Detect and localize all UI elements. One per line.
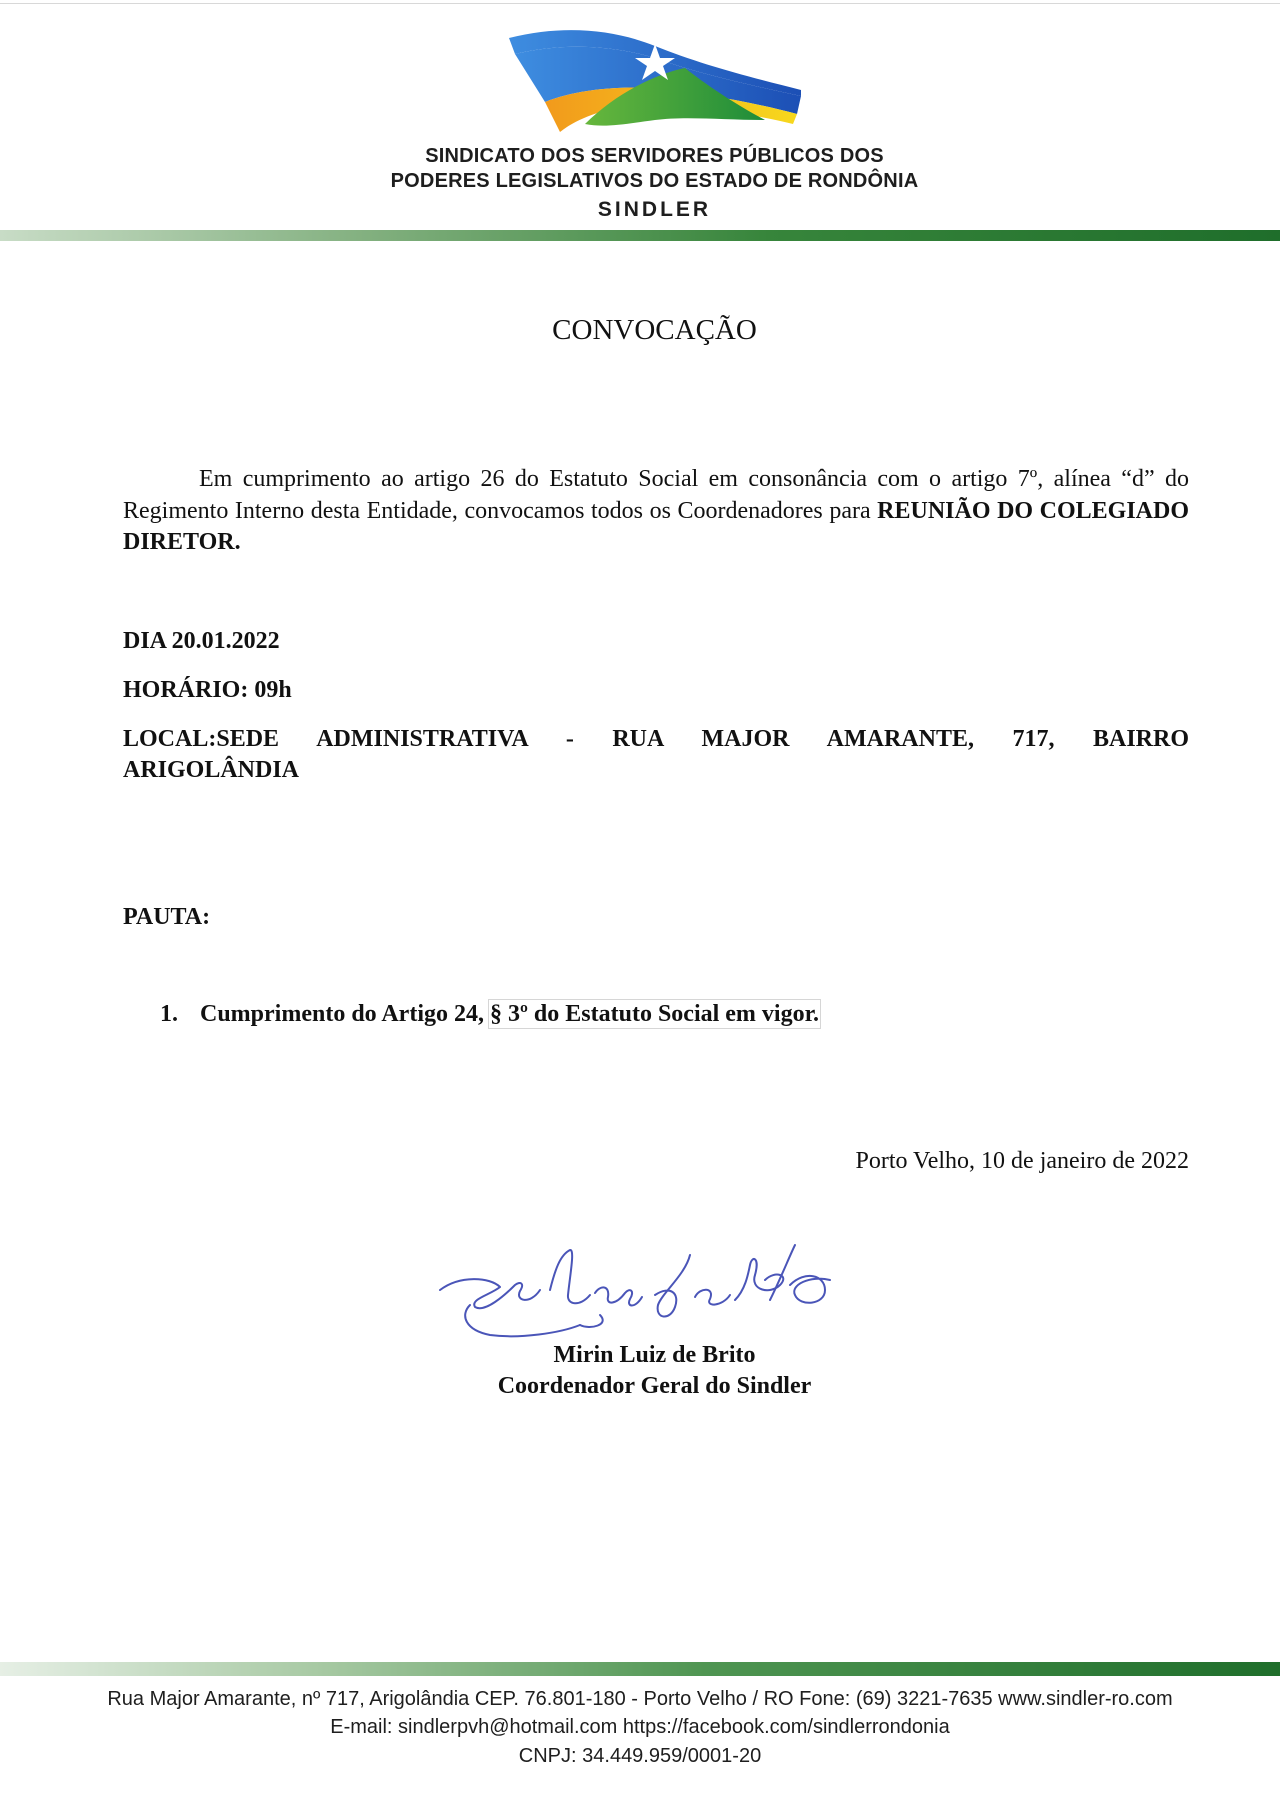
convocation-paragraph [123, 464, 1189, 559]
paragraph-text: Em cumprimento ao artigo 26 do Estatuto Social em consonância com o artigo 7º, alínea “d” do Regimento Interno desta Entidade, convocamos todos os Coordenadores para [123, 466, 1189, 524]
meeting-location: LOCAL:SEDE ADMINISTRATIVA - RUA MAJOR AMARANTE, 717, BAIRRO [123, 726, 1189, 752]
header-green-band [0, 230, 1280, 241]
union-name-line2: PODERES LEGISLATIVOS DO ESTADO DE RONDÔNIA [390, 170, 919, 192]
union-acronym: SINDLER [597, 198, 712, 221]
meeting-location-line2: ARIGOLÂNDIA [123, 757, 300, 783]
footer-green-band [0, 1662, 1280, 1676]
meeting-date: DIA 20.01.2022 [123, 628, 280, 654]
document-title: CONVOCAÇÃO [552, 314, 757, 346]
signer-name: Mirin Luiz de Brito [553, 1342, 756, 1368]
agenda-item-text: Cumprimento do Artigo 24, [200, 1001, 490, 1027]
union-name-line1: SINDICATO DOS SERVIDORES PÚBLICOS DOS [425, 145, 884, 167]
signer-role: Coordenador Geral do Sindler [497, 1373, 812, 1399]
rondonia-flag-logo [505, 24, 805, 144]
footer-contact: E-mail: sindlerpvh@hotmail.com https://facebook.com/sindlerrondonia [330, 1716, 950, 1738]
agenda-item [160, 1001, 819, 1028]
top-border-line [0, 3, 1280, 4]
agenda-item-number: 1. [160, 1001, 178, 1027]
date-line: Porto Velho, 10 de janeiro de 2022 [855, 1148, 1189, 1174]
meeting-name: REUNIÃO DO COLEGIADO DIRETOR. [123, 497, 1189, 555]
agenda-item-highlighted-text: § 3º do Estatuto Social em vigor. [490, 1001, 820, 1027]
footer-address: Rua Major Amarante, nº 717, Arigolândia CEP. 76.801-180 - Porto Velho / RO Fone: (69) 3221-7635 www.sindler-ro.com [107, 1688, 1173, 1710]
handwritten-signature [430, 1235, 880, 1350]
meeting-time: HORÁRIO: 09h [123, 677, 292, 703]
footer-cnpj: CNPJ: 34.449.959/0001-20 [518, 1745, 762, 1767]
agenda-label: PAUTA: [123, 904, 211, 930]
